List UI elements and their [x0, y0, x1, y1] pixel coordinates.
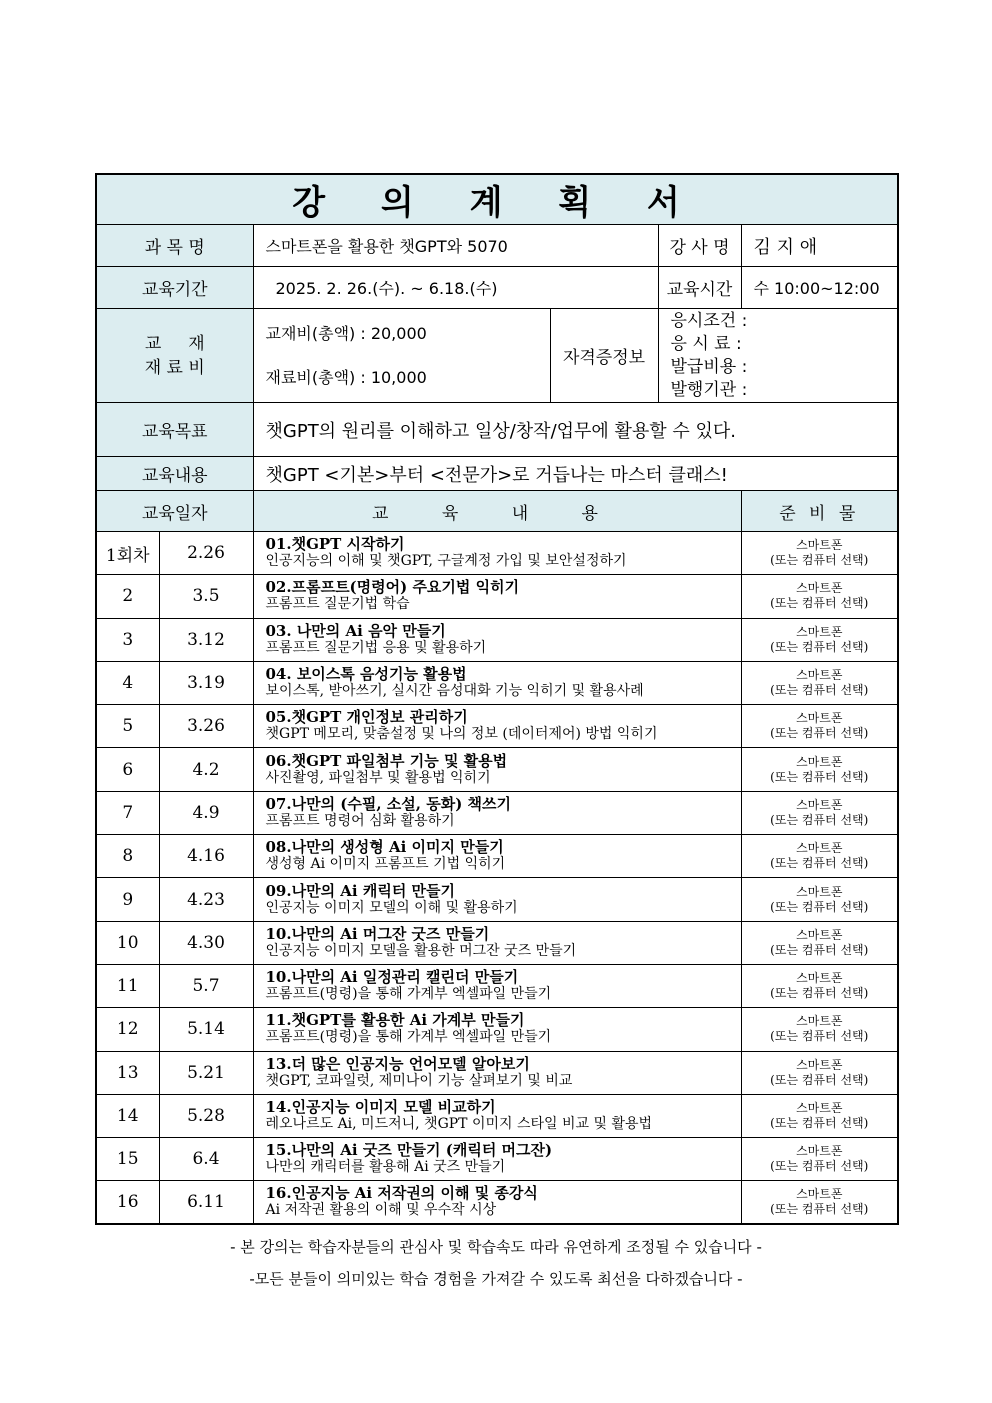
session-desc: 인공지능의 이해 및 챗GPT, 구글계정 가입 및 보안설정하기	[265, 553, 627, 570]
session-content	[253, 618, 741, 661]
prep-device: 스마트폰	[796, 1014, 843, 1029]
session-number: 6	[96, 748, 159, 791]
session-content	[253, 791, 741, 834]
session-date: 4.30	[159, 921, 253, 964]
session-prep	[741, 661, 898, 704]
session-desc: 인공지능 이미지 모델을 활용한 머그잔 굿즈 만들기	[265, 942, 577, 959]
prep-alternative: (또는 컴퓨터 선택)	[770, 986, 869, 1001]
session-row	[96, 791, 898, 834]
session-date: 6.4	[159, 1138, 253, 1181]
session-date: 3.19	[159, 661, 253, 704]
session-row	[96, 964, 898, 1007]
session-row	[96, 1138, 898, 1181]
session-content	[253, 835, 741, 878]
session-desc: 인공지능 이미지 모델의 이해 및 활용하기	[265, 899, 518, 916]
session-date: 5.28	[159, 1094, 253, 1137]
prep-alternative: (또는 컴퓨터 선택)	[770, 769, 869, 784]
session-title: 04. 보이스톡 음성기능 활용법	[265, 665, 467, 684]
session-desc: Ai 저작권 활용의 이해 및 우수작 시상	[265, 1202, 497, 1219]
prep-device: 스마트폰	[796, 1101, 843, 1115]
session-title: 13.더 많은 인공지능 언어모델 알아보기	[265, 1054, 530, 1073]
session-title: 11.챗GPT를 활용한 Ai 가계부 만들기	[265, 1011, 525, 1030]
prep-alternative: (또는 컴퓨터 선택)	[770, 726, 869, 741]
session-row	[96, 1094, 898, 1137]
session-prep	[741, 1008, 898, 1051]
prep-device: 스마트폰	[796, 1187, 843, 1202]
session-content	[253, 705, 741, 748]
prep-header: 준 비 물	[741, 491, 898, 532]
session-row	[96, 618, 898, 661]
session-date: 5.21	[159, 1051, 253, 1094]
cert-issuer: 발행기관 :	[670, 379, 748, 400]
session-prep	[741, 964, 898, 1007]
content-header: 교 육 내 용	[253, 491, 741, 532]
material-label	[96, 309, 253, 403]
prep-device: 스마트폰	[796, 1057, 843, 1072]
session-desc: 나만의 캐릭터를 활용해 Ai 굿즈 만들기	[265, 1159, 506, 1176]
period-label: 교육기간	[96, 267, 253, 309]
lecture-plan-table	[95, 173, 899, 1225]
prep-alternative: (또는 컴퓨터 선택)	[770, 856, 869, 871]
footer-note-1: - 본 강의는 학습자분들의 관심사 및 학습속도 따라 유연하게 조정될 수 있습니다 -	[230, 1238, 762, 1256]
session-desc: 생성형 Ai 이미지 프롬프트 기법 익히기	[265, 856, 506, 873]
session-row	[96, 921, 898, 964]
cert-fee: 응 시 료 :	[670, 333, 742, 354]
session-title: 03. 나만의 Ai 음악 만들기	[265, 621, 446, 640]
session-prep	[741, 878, 898, 921]
prep-alternative: (또는 컴퓨터 선택)	[770, 639, 869, 654]
session-content	[253, 964, 741, 1007]
session-title: 07.나만의 (수필, 소설, 동화) 책쓰기	[265, 794, 512, 813]
footer-note-2: -모든 분들이 의미있는 학습 경험을 가져갈 수 있도록 최선을 다하겠습니다 -	[249, 1270, 743, 1288]
prep-alternative: (또는 컴퓨터 선택)	[770, 683, 869, 698]
session-prep	[741, 575, 898, 618]
session-number: 12	[96, 1008, 159, 1051]
material-label-line2: 재 료 비	[144, 357, 205, 378]
session-number: 15	[96, 1138, 159, 1181]
instructor-label: 강 사 명	[658, 225, 741, 267]
session-content	[253, 661, 741, 704]
session-row	[96, 532, 898, 575]
time-value: 수 10:00~12:00	[741, 267, 898, 309]
session-prep	[741, 791, 898, 834]
session-row	[96, 661, 898, 704]
prep-device: 스마트폰	[796, 711, 843, 726]
session-desc: 프롬프트 질문기법 학습	[265, 596, 410, 613]
session-title: 10.나만의 Ai 일정관리 캘린더 만들기	[265, 968, 519, 987]
session-prep	[741, 1094, 898, 1137]
prep-device: 스마트폰	[796, 538, 843, 553]
fee-cell	[253, 309, 550, 403]
prep-device: 스마트폰	[796, 971, 843, 986]
session-number: 10	[96, 921, 159, 964]
subject-value: 스마트폰을 활용한 챗GPT와 5070	[253, 225, 658, 267]
session-date: 2.26	[159, 532, 253, 575]
session-number: 5	[96, 705, 159, 748]
session-number: 9	[96, 878, 159, 921]
session-prep	[741, 921, 898, 964]
session-prep	[741, 1138, 898, 1181]
prep-alternative: (또는 컴퓨터 선택)	[770, 553, 869, 568]
session-prep	[741, 835, 898, 878]
date-header: 교육일자	[96, 491, 253, 532]
prep-alternative: (또는 컴퓨터 선택)	[770, 1116, 869, 1130]
session-content	[253, 1008, 741, 1051]
session-content	[253, 878, 741, 921]
session-number: 11	[96, 964, 159, 1007]
session-number: 14	[96, 1094, 159, 1137]
content-summary: 챗GPT <기본>부터 <전문가>로 거듭나는 마스터 클래스!	[253, 457, 898, 491]
session-number: 16	[96, 1181, 159, 1224]
session-date: 4.9	[159, 791, 253, 834]
cert-condition: 응시조건 :	[670, 310, 748, 331]
prep-device: 스마트폰	[796, 1144, 843, 1159]
prep-alternative: (또는 컴퓨터 선택)	[770, 812, 869, 827]
prep-device: 스마트폰	[796, 841, 843, 856]
subject-label: 과 목 명	[96, 225, 253, 267]
material-fee: 재료비(총액) : 10,000	[265, 367, 427, 387]
session-content	[253, 1138, 741, 1181]
textbook-fee: 교재비(총액) : 20,000	[265, 323, 427, 343]
session-desc: 보이스톡, 받아쓰기, 실시간 음성대화 기능 익히기 및 활용사례	[265, 683, 644, 700]
session-title: 15.나만의 Ai 굿즈 만들기 (캐릭터 머그잔)	[265, 1141, 553, 1160]
session-date: 5.14	[159, 1008, 253, 1051]
prep-alternative: (또는 컴퓨터 선택)	[770, 1072, 869, 1087]
session-content	[253, 575, 741, 618]
session-content	[253, 1051, 741, 1094]
prep-device: 스마트폰	[796, 754, 843, 769]
session-date: 4.16	[159, 835, 253, 878]
time-label: 교육시간	[658, 267, 741, 309]
session-number: 2	[96, 575, 159, 618]
session-date: 4.2	[159, 748, 253, 791]
session-desc: 프롬프트(명령)을 통해 가계부 엑셀파일 만들기	[265, 986, 552, 1003]
session-content	[253, 921, 741, 964]
session-row	[96, 748, 898, 791]
session-date: 6.11	[159, 1181, 253, 1224]
session-desc: 챗GPT 메모리, 맞춤설정 및 나의 정보 (데이터제어) 방법 익히기	[265, 726, 658, 743]
session-content	[253, 748, 741, 791]
session-number: 3	[96, 618, 159, 661]
content-label: 교육내용	[96, 457, 253, 491]
session-prep	[741, 1181, 898, 1224]
prep-device: 스마트폰	[796, 581, 843, 596]
session-number: 4	[96, 661, 159, 704]
session-row	[96, 1181, 898, 1224]
cert-label: 자격증정보	[550, 309, 658, 403]
session-row	[96, 575, 898, 618]
session-content	[253, 1181, 741, 1224]
session-number: 8	[96, 835, 159, 878]
cert-info	[658, 309, 898, 403]
prep-alternative: (또는 컴퓨터 선택)	[770, 1202, 869, 1217]
session-desc: 챗GPT, 코파일럿, 제미나이 기능 살펴보기 및 비교	[265, 1072, 573, 1089]
prep-alternative: (또는 컴퓨터 선택)	[770, 1029, 869, 1044]
goal-label: 교육목표	[96, 403, 253, 457]
session-desc: 프롬프트 질문기법 응용 및 활용하기	[265, 639, 487, 656]
session-prep	[741, 618, 898, 661]
session-number: 13	[96, 1051, 159, 1094]
document-title: 강 의 계 획 서	[96, 174, 898, 225]
session-prep	[741, 1051, 898, 1094]
session-title: 06.챗GPT 파일첨부 기능 및 활용법	[265, 751, 508, 770]
goal-value: 챗GPT의 원리를 이해하고 일상/창작/업무에 활용할 수 있다.	[253, 403, 898, 457]
session-date: 3.12	[159, 618, 253, 661]
prep-alternative: (또는 컴퓨터 선택)	[770, 942, 869, 957]
period-value: 2025. 2. 26.(수). ~ 6.18.(수)	[253, 267, 658, 309]
cert-issue-cost: 발급비용 :	[670, 356, 748, 377]
session-title: 16.인공지능 Ai 저작권의 이해 및 종강식	[265, 1184, 538, 1203]
session-prep	[741, 705, 898, 748]
prep-device: 스마트폰	[796, 927, 843, 942]
session-desc: 프롬프트 명령어 심화 활용하기	[265, 812, 455, 829]
session-number: 1회차	[96, 532, 159, 575]
material-label-line1: 교 재	[144, 333, 205, 354]
session-title: 08.나만의 생성형 Ai 이미지 만들기	[265, 838, 504, 857]
session-desc: 사진촬영, 파일첨부 및 활용법 익히기	[265, 769, 491, 786]
session-title: 14.인공지능 이미지 모델 비교하기	[265, 1098, 496, 1116]
session-row	[96, 1051, 898, 1094]
session-row	[96, 878, 898, 921]
session-prep	[741, 748, 898, 791]
session-title: 09.나만의 Ai 캐릭터 만들기	[265, 881, 456, 900]
prep-alternative: (또는 컴퓨터 선택)	[770, 1159, 869, 1174]
session-row	[96, 835, 898, 878]
session-number: 7	[96, 791, 159, 834]
session-content	[253, 1094, 741, 1137]
session-date: 4.23	[159, 878, 253, 921]
prep-alternative: (또는 컴퓨터 선택)	[770, 596, 869, 611]
prep-device: 스마트폰	[796, 624, 843, 639]
prep-device: 스마트폰	[796, 668, 843, 683]
session-title: 05.챗GPT 개인정보 관리하기	[265, 708, 468, 727]
session-row	[96, 705, 898, 748]
session-row	[96, 1008, 898, 1051]
session-date: 5.7	[159, 964, 253, 1007]
session-title: 02.프롬프트(명령어) 주요기법 익히기	[265, 578, 520, 597]
session-date: 3.26	[159, 705, 253, 748]
session-title: 01.챗GPT 시작하기	[265, 535, 405, 554]
session-list	[96, 532, 898, 1225]
prep-device: 스마트폰	[796, 884, 843, 899]
prep-alternative: (또는 컴퓨터 선택)	[770, 899, 869, 914]
session-desc: 레오나르도 Ai, 미드저니, 챗GPT 이미지 스타일 비교 및 활용법	[265, 1116, 653, 1132]
session-content	[253, 532, 741, 575]
prep-device: 스마트폰	[796, 797, 843, 812]
instructor-value: 김 지 애	[741, 225, 898, 267]
session-date: 3.5	[159, 575, 253, 618]
session-title: 10.나만의 Ai 머그잔 굿즈 만들기	[265, 924, 490, 943]
session-prep	[741, 532, 898, 575]
session-desc: 프롬프트(명령)을 통해 가계부 엑셀파일 만들기	[265, 1029, 552, 1046]
